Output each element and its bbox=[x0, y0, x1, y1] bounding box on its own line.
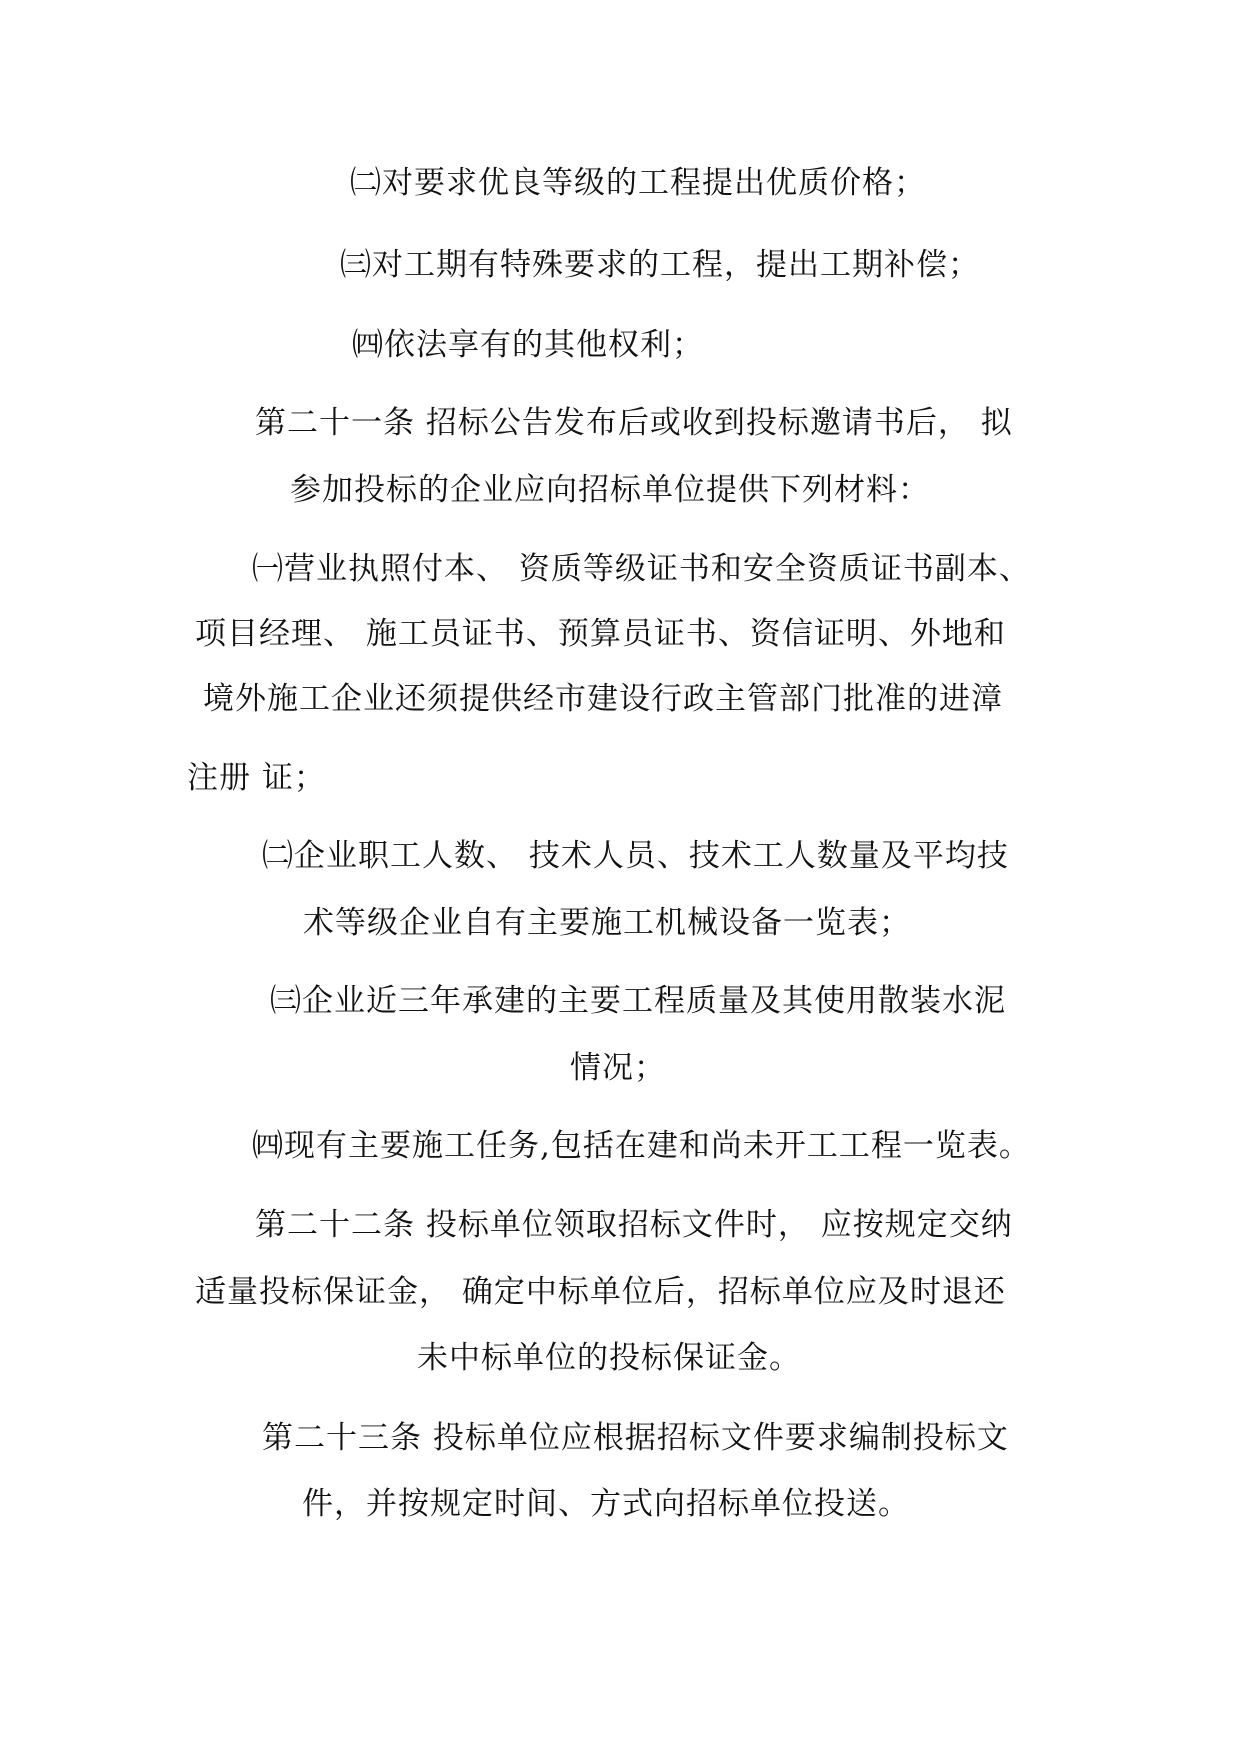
article-21-item-1-line-1: ㈠营业执照付本、 资质等级证书和安全资质证书副本、 bbox=[252, 551, 1031, 587]
article-21-item-3-line-2: 情况； bbox=[570, 1050, 666, 1086]
article-21-item-4: ㈣现有主要施工任务,包括在建和尚未开工工程一览表。 bbox=[252, 1128, 1031, 1164]
article-21-item-1-line-3: 境外施工企业还须提供经市建设行政主管部门批准的进漳 bbox=[203, 681, 1003, 717]
article-22-line-3: 未中标单位的投标保证金。 bbox=[417, 1340, 801, 1376]
article-22-line-2: 适量投标保证金， 确定中标单位后，招标单位应及时退还 bbox=[195, 1274, 1006, 1310]
article-21-line-1: 第二十一条 招标公告发布后或收到投标邀请书后， 拟 bbox=[255, 405, 1013, 441]
article-22-line-1: 第二十二条 投标单位领取招标文件时， 应按规定交纳 bbox=[255, 1207, 1013, 1243]
article-21-item-3-line-1: ㈢企业近三年承建的主要工程质量及其使用散装水泥 bbox=[270, 983, 1006, 1019]
article-21-item-2-line-1: ㈡企业职工人数、 技术人员、技术工人数量及平均技 bbox=[262, 838, 1009, 874]
article-21-item-2-line-2: 术等级企业自有主要施工机械设备一览表； bbox=[303, 905, 911, 941]
article-23-line-1: 第二十三条 投标单位应根据招标文件要求编制投标文 bbox=[262, 1420, 1009, 1456]
article-21-item-1-line-4: 注册 证； bbox=[187, 760, 326, 796]
item-4-other-rights: ㈣依法享有的其他权利； bbox=[352, 327, 704, 363]
article-21-item-1-line-2: 项目经理、 施工员证书、预算员证书、资信证明、外地和 bbox=[195, 616, 1006, 652]
article-21-line-2: 参加投标的企业应向招标单位提供下列材料： bbox=[290, 472, 930, 508]
item-3-schedule-compensation: ㈢对工期有特殊要求的工程，提出工期补偿； bbox=[340, 247, 980, 283]
item-2-quality-price: ㈡对要求优良等级的工程提出优质价格； bbox=[350, 165, 926, 201]
article-23-line-2: 件，并按规定时间、方式向招标单位投送。 bbox=[302, 1486, 910, 1522]
